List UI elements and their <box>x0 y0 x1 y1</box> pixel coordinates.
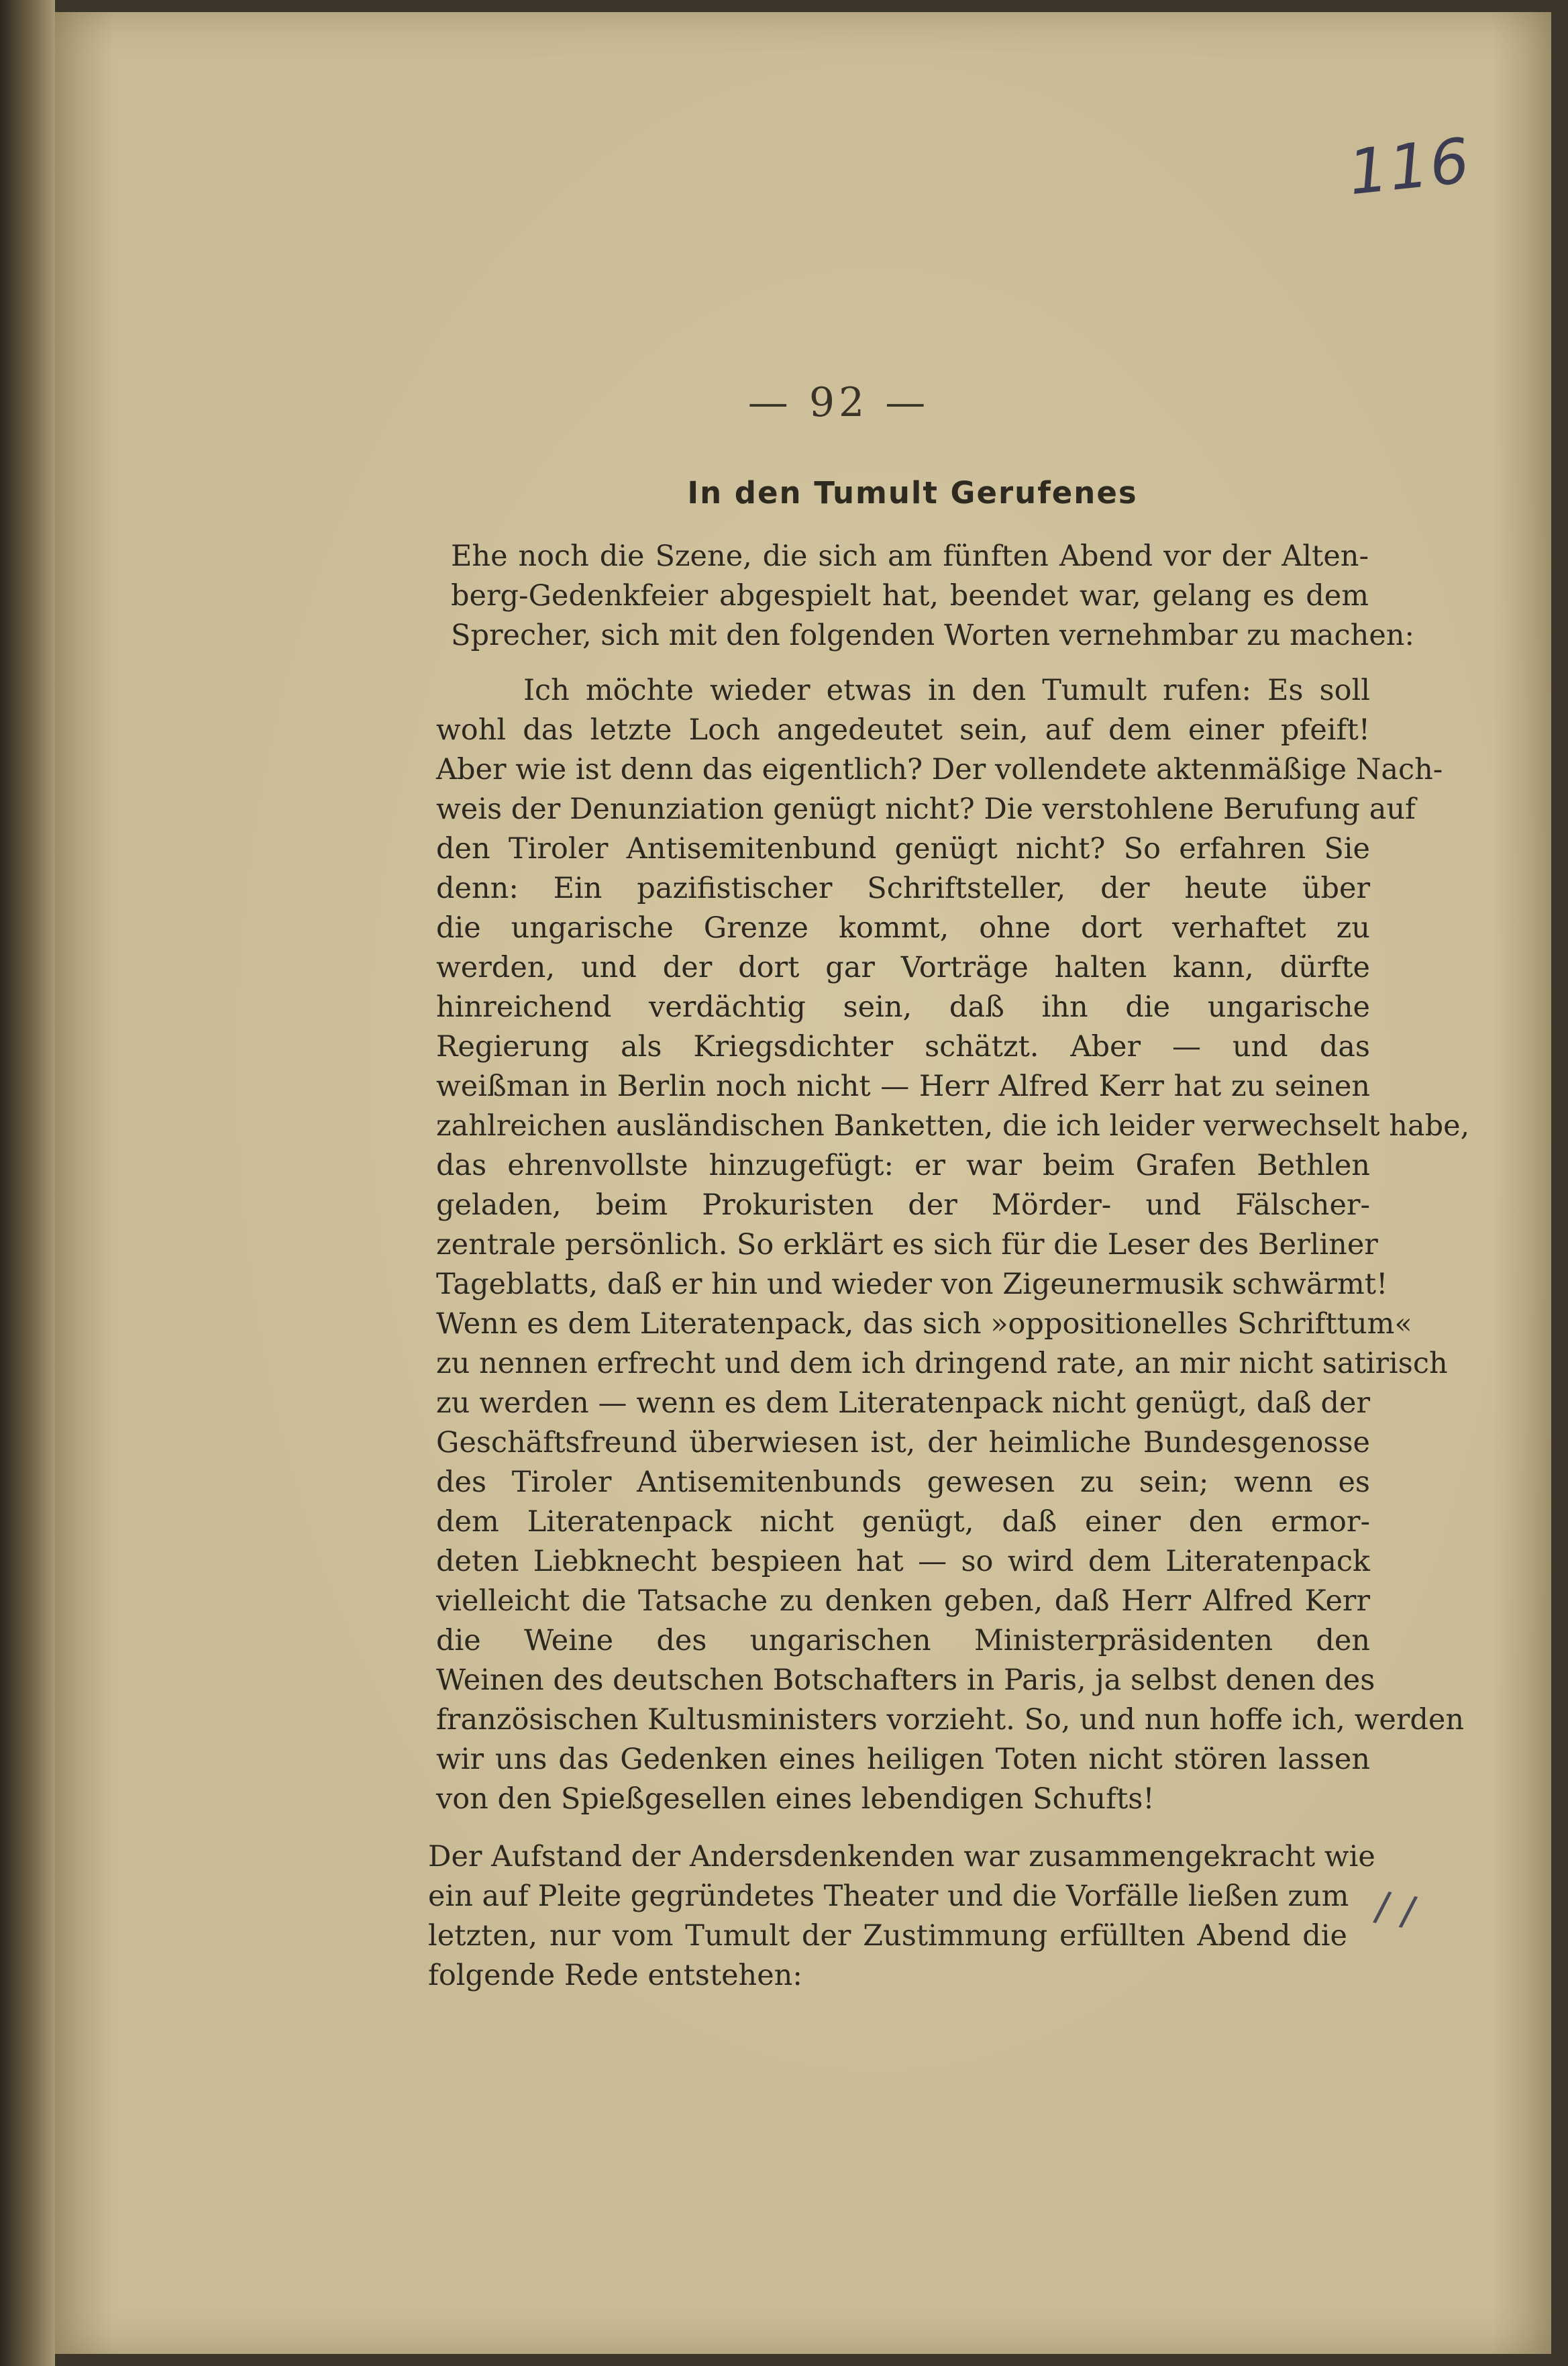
quote-line: denn: Ein pazifistischer Schriftsteller, der heute über <box>436 872 1370 905</box>
quote-line: den Tiroler Antisemitenbund genügt nicht? So erfahren Sie <box>436 832 1370 866</box>
quote-line: zu werden — wenn es dem Literatenpack nicht genügt, daß der <box>436 1386 1370 1420</box>
quote-line: Wenn es dem Literatenpack, das sich »oppositionelles Schrifttum« <box>436 1307 1412 1341</box>
book-spine <box>0 0 55 2366</box>
quote-line: Aber wie ist denn das eigentlich? Der vollendete aktenmäßige Nach- <box>436 753 1443 786</box>
pencil-margin-mark: / / <box>1371 1882 1420 1936</box>
outro-line: Der Aufstand der Andersdenkenden war zusammengekracht wie <box>428 1840 1375 1873</box>
quote-line: geladen, beim Prokuristen der Mörder- und Fälscher- <box>436 1188 1370 1222</box>
speech-quote <box>436 671 1470 1819</box>
quote-line: das ehrenvollste hinzugefügt: er war beim Grafen Bethlen <box>436 1149 1370 1182</box>
quote-line: die Weine des ungarischen Ministerpräsidenten den <box>436 1624 1370 1657</box>
quote-line: des Tiroler Antisemitenbunds gewesen zu sein; wenn es <box>436 1465 1370 1499</box>
quote-line: hinreichend verdächtig sein, daß ihn die ungarische <box>436 990 1370 1024</box>
intro-line: berg-Gedenkfeier abgespielt hat, beendet war, gelang es dem <box>451 579 1369 613</box>
quote-line: wir uns das Gedenken eines heiligen Toten nicht stören lassen <box>436 1743 1370 1776</box>
outro-line: folgende Rede entstehen: <box>428 1959 802 1992</box>
quote-line: wohl das letzte Loch angedeutet sein, auf dem einer pfeift! <box>436 713 1370 747</box>
quote-line: weis der Denunziation genügt nicht? Die verstohlene Berufung auf <box>436 792 1416 826</box>
quote-line: zu nennen erfrecht und dem ich dringend rate, an mir nicht satirisch <box>436 1347 1448 1380</box>
intro-paragraph <box>451 537 1414 656</box>
quote-line: vielleicht die Tatsache zu denken geben, daß Herr Alfred Kerr <box>436 1584 1370 1618</box>
section-heading: In den Tumult Gerufenes <box>687 475 1138 511</box>
outro-line: ein auf Pleite gegründetes Theater und die Vorfälle ließen zum <box>428 1880 1349 1913</box>
quote-line: Regierung als Kriegsdichter schätzt. Aber — und das <box>436 1030 1370 1064</box>
closing-paragraph <box>428 1837 1375 1996</box>
quote-line: Geschäftsfreund überwiesen ist, der heimliche Bundesgenosse <box>436 1426 1370 1459</box>
intro-line: Ehe noch die Szene, die sich am fünften Abend vor der Alten- <box>451 539 1369 573</box>
handwritten-folio-number: 116 <box>1345 124 1474 209</box>
page-number: — 92 — <box>747 379 930 426</box>
quote-line: zahlreichen ausländischen Banketten, die ich leider verwechselt habe, <box>436 1109 1470 1143</box>
quote-line: zentrale persönlich. So erklärt es sich für die Leser des Berliner <box>436 1228 1378 1262</box>
outro-line: letzten, nur vom Tumult der Zustimmung erfüllten Abend die <box>428 1919 1347 1953</box>
quote-line: werden, und der dort gar Vorträge halten kann, dürfte <box>436 951 1370 984</box>
quote-line: Tageblatts, daß er hin und wieder von Zigeunermusik schwärmt! <box>436 1268 1388 1301</box>
quote-line: dem Literatenpack nicht genügt, daß einer den ermor- <box>436 1505 1370 1539</box>
quote-line: von den Spießgesellen eines lebendigen Schufts! <box>436 1782 1155 1816</box>
quote-line: deten Liebknecht bespieen hat — so wird dem Literatenpack <box>436 1545 1370 1578</box>
intro-line: Sprecher, sich mit den folgenden Worten vernehmbar zu machen: <box>451 619 1414 652</box>
quote-line: französischen Kultusministers vorzieht. So, und nun hoffe ich, werden <box>436 1703 1465 1737</box>
quote-line: weißman in Berlin noch nicht — Herr Alfred Kerr hat zu seinen <box>436 1070 1370 1103</box>
quote-line: Ich möchte wieder etwas in den Tumult rufen: Es soll <box>523 674 1370 707</box>
quote-line: Weinen des deutschen Botschafters in Paris, ja selbst denen des <box>436 1663 1375 1697</box>
quote-line: die ungarische Grenze kommt, ohne dort verhaftet zu <box>436 911 1370 945</box>
